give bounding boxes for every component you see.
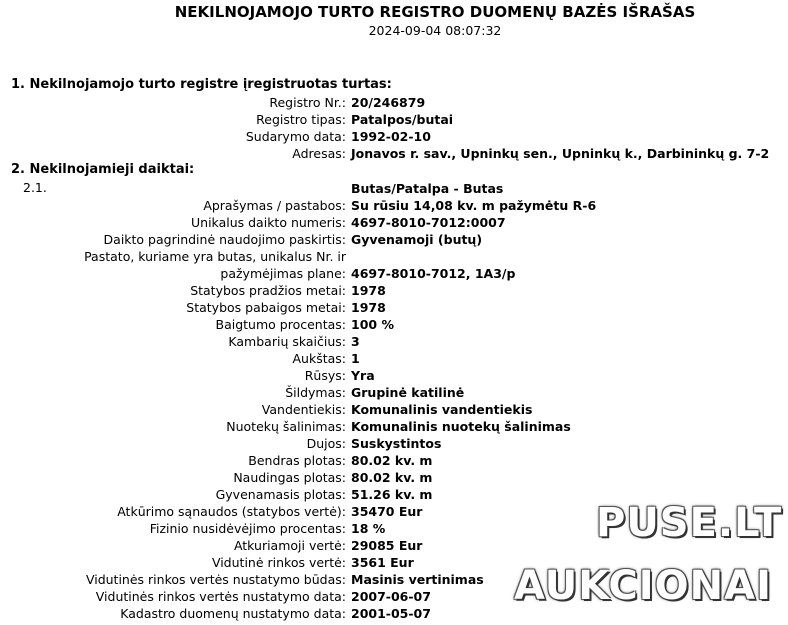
field-row — [0, 248, 788, 282]
field-label: Fizinio nusidėvėjimo procentas: — [149, 521, 346, 536]
field-row — [0, 435, 788, 452]
field-value: 4697-8010-7012, 1A3/p — [351, 266, 516, 281]
field-value: 29085 Eur — [351, 538, 423, 553]
field-label: Aprašymas / pastabos: — [203, 198, 346, 213]
field-row — [0, 111, 788, 128]
field-row — [0, 401, 788, 418]
item-number: 2.1. — [23, 180, 47, 195]
field-row — [0, 316, 788, 333]
field-value: 20/246879 — [351, 95, 426, 110]
field-value: Suskystintos — [351, 436, 442, 451]
field-row — [0, 367, 788, 384]
field-value: 4697-8010-7012:0007 — [351, 215, 506, 230]
field-value: 1 — [351, 351, 360, 366]
field-label: Aukštas: — [292, 351, 346, 366]
field-label: Adresas: — [292, 146, 346, 161]
field-row — [0, 333, 788, 350]
field-value: 51.26 kv. m — [351, 487, 433, 502]
field-value: Komunalinis nuotekų šalinimas — [351, 419, 571, 434]
item-title-row — [0, 180, 788, 197]
field-label: Statybos pradžios metai: — [190, 283, 346, 298]
field-row — [0, 384, 788, 401]
field-label: Atkūrimo sąnaudos (statybos vertė): — [117, 504, 346, 519]
field-value: 3561 Eur — [351, 555, 414, 570]
field-value: 1978 — [351, 300, 386, 315]
field-label: Baigtumo procentas: — [215, 317, 346, 332]
field-value: Yra — [351, 368, 375, 383]
field-value: Gyvenamoji (butų) — [351, 232, 483, 247]
field-label: Registro Nr.: — [269, 95, 346, 110]
field-label: Statybos pabaigos metai: — [186, 300, 346, 315]
field-row — [0, 469, 788, 486]
field-row — [0, 197, 788, 214]
field-label: Unikalus daikto numeris: — [191, 215, 346, 230]
field-label: Naudingas plotas: — [233, 470, 346, 485]
field-label: Nuotekų šalinimas: — [226, 419, 346, 434]
field-label: Vidutinė rinkos vertė: — [211, 555, 346, 570]
field-row — [0, 282, 788, 299]
field-row — [0, 145, 788, 162]
field-value: Masinis vertinimas — [351, 572, 484, 587]
field-value: 35470 Eur — [351, 504, 423, 519]
field-value: 1978 — [351, 283, 386, 298]
field-row — [0, 452, 788, 469]
field-label: Vidutinės rinkos vertės nustatymo būdas: — [85, 572, 346, 587]
field-value: 3 — [351, 334, 360, 349]
watermark-line2: AUKCIONAI — [514, 563, 772, 609]
field-value: 2007-06-07 — [351, 589, 431, 604]
field-label: Atkuriamoji vertė: — [233, 538, 346, 553]
field-label: Kambarių skaičius: — [228, 334, 346, 349]
field-value: Patalpos/butai — [351, 112, 454, 127]
field-row — [0, 231, 788, 248]
field-label: Sudarymo data: — [245, 129, 346, 144]
field-label: Dujos: — [306, 436, 346, 451]
section-1-heading: 1. Nekilnojamojo turto registre įregistruotas turtas: — [11, 77, 392, 92]
field-row — [0, 299, 788, 316]
watermark-line1: PUSE.LT — [596, 500, 783, 546]
field-label-line1: Pastato, kuriame yra butas, unikalus Nr. ir — [84, 249, 346, 264]
field-label: Vidutinės rinkos vertės nustatymo data: — [95, 589, 346, 604]
section-2-heading: 2. Nekilnojamieji daiktai: — [11, 162, 195, 177]
field-label: Daikto pagrindinė naudojimo paskirtis: — [103, 232, 346, 247]
document-date: 2024-09-04 08:07:32 — [368, 23, 502, 38]
field-value: 2001-05-07 — [351, 606, 431, 621]
field-value: 1992-02-10 — [351, 129, 431, 144]
field-label: Bendras plotas: — [248, 453, 346, 468]
field-row — [0, 94, 788, 111]
field-row — [0, 128, 788, 145]
field-value: Jonavos r. sav., Upninkų sen., Upninkų k., Darbininkų g. 7-2 — [351, 146, 770, 161]
document-title: NEKILNOJAMOJO TURTO REGISTRO DUOMENŲ BAZĖS IŠRAŠAS — [174, 3, 696, 21]
field-row — [0, 350, 788, 367]
field-value: 18 % — [351, 521, 386, 536]
field-label: Kadastro duomenų nustatymo data: — [120, 606, 346, 621]
field-row — [0, 214, 788, 231]
field-value: 100 % — [351, 317, 394, 332]
field-value: Grupinė katilinė — [351, 385, 465, 400]
field-label-line2: pažymėjimas plane: — [220, 266, 346, 281]
field-value: Su rūsiu 14,08 kv. m pažymėtu R-6 — [351, 198, 597, 213]
field-label: Gyvenamasis plotas: — [215, 487, 346, 502]
section-2-rows — [0, 180, 788, 622]
field-value: 80.02 kv. m — [351, 453, 433, 468]
field-label: Rūsys: — [304, 368, 346, 383]
item-title: Butas/Patalpa - Butas — [351, 181, 504, 196]
section-1-rows — [0, 94, 788, 162]
field-label: Šildymas: — [285, 385, 346, 400]
field-label — [84, 248, 346, 282]
field-label: Vandentiekis: — [261, 402, 346, 417]
field-value: Komunalinis vandentiekis — [351, 402, 533, 417]
field-label: Registro tipas: — [256, 112, 346, 127]
field-value: 80.02 kv. m — [351, 470, 433, 485]
field-row — [0, 418, 788, 435]
